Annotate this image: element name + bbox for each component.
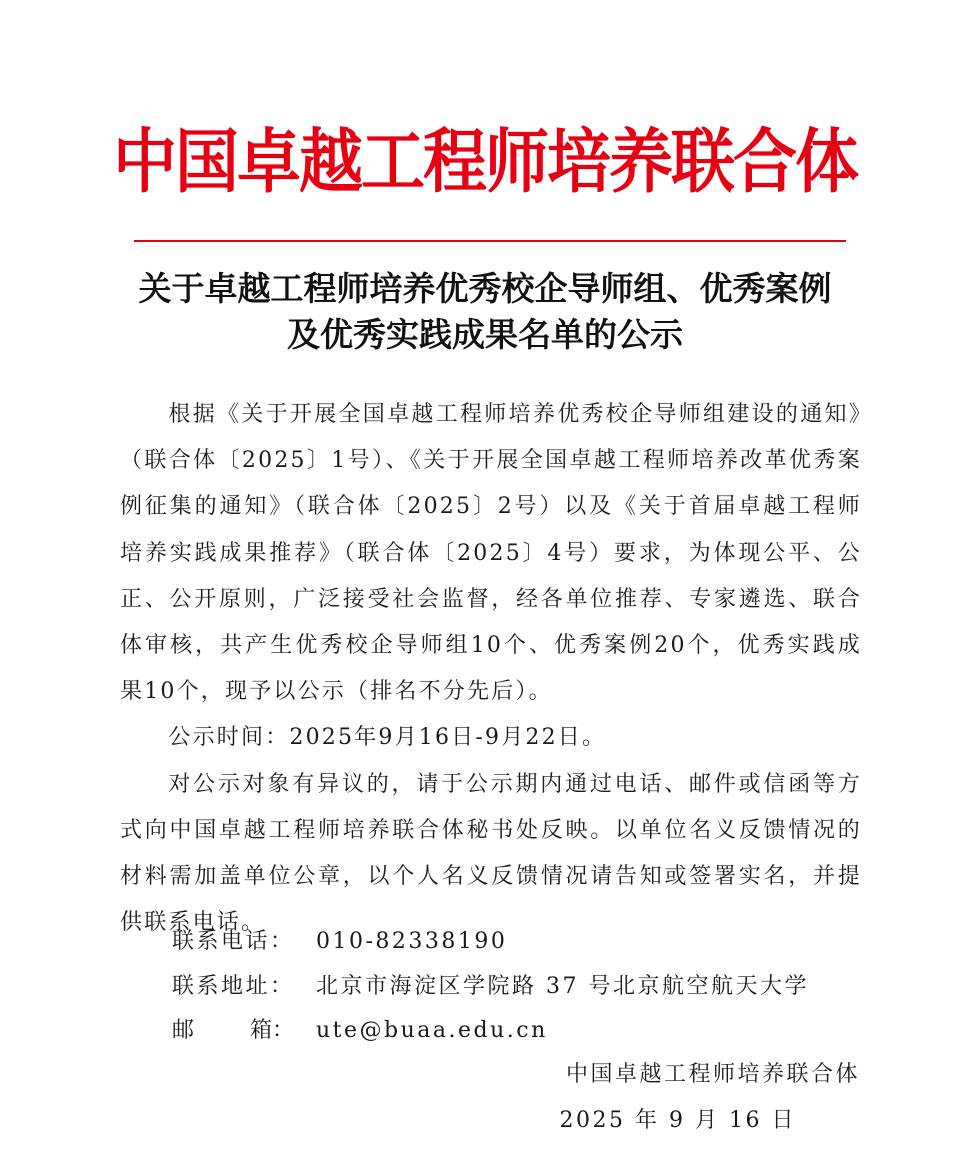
contact-email-value: ute@buaa.edu.cn [316, 1018, 548, 1043]
contact-email-label-part-2: 箱： [249, 1018, 294, 1043]
body-paragraph-period: 公示时间：2025年9月16日-9月22日。 [168, 725, 607, 751]
contact-address-value: 北京市海淀区学院路 37 号北京航空航天大学 [316, 973, 809, 999]
contact-phone-row [172, 920, 872, 965]
body-paragraph-basis: 根据《关于开展全国卓越工程师培养优秀校企导师组建设的通知》（联合体〔2025〕1号）、《关于开展全国卓越工程师培养改革优秀案例征集的通知》（联合体〔2025〕2号）以及《关于首届卓越工程师培养实践成果推荐》（联合体〔2025〕4号）要求，为体现公平、公正、公开原则，广泛接受社会监督，经各单位推荐、专家遴选、联合体审核，共产生优秀校企导师组10个、优秀案例20个，优秀实践成果10个，现予以公示（排名不分先后）。 [120, 402, 862, 705]
red-divider-line [134, 240, 846, 242]
body-paragraph-objection: 对公示对象有异议的，请于公示期内通过电话、邮件或信函等方式向中国卓越工程师培养联合体秘书处反映。以单位名义反馈情况的材料需加盖单位公章，以个人名义反馈情况请告知或签署实名，并提供联系电话。 [120, 771, 862, 936]
notice-title [90, 266, 880, 358]
signature-date: 2025 年 9 月 16 日 [559, 1108, 796, 1133]
notice-title-line-2: 及优秀实践成果名单的公示 [287, 315, 683, 354]
contact-address-row [172, 965, 872, 1010]
contact-email-row [172, 1009, 872, 1054]
contact-email-label-part-1: 邮 [172, 1018, 195, 1043]
notice-body [120, 392, 862, 946]
contact-phone-label: 联系电话： [172, 929, 295, 954]
contact-phone-value: 010-82338190 [316, 929, 508, 954]
contact-info [172, 920, 872, 1054]
signature-issuer: 中国卓越工程师培养联合体 [565, 1062, 860, 1087]
signature-block [560, 1052, 860, 1144]
contact-email-label [172, 1009, 294, 1054]
contact-address-label: 联系地址： [172, 973, 295, 999]
notice-title-line-1: 关于卓越工程师培养优秀校企导师组、优秀案例 [138, 269, 832, 308]
organization-header: 中国卓越工程师培养联合体 [113, 121, 857, 203]
